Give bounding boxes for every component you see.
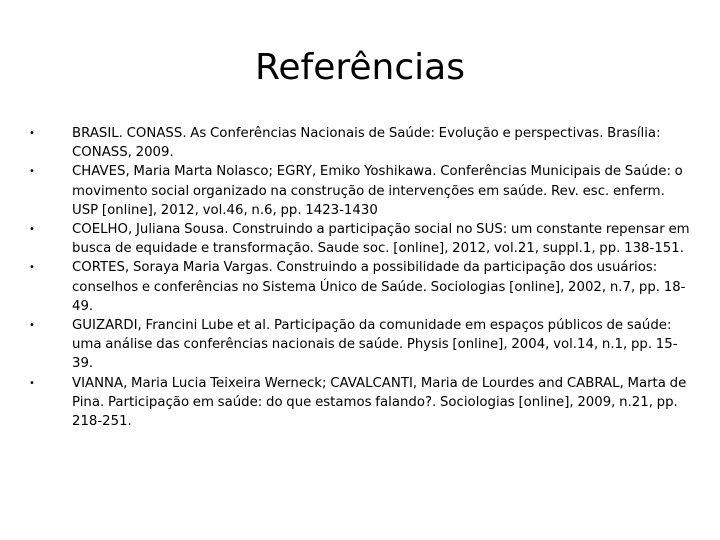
reference-list (0, 124, 720, 431)
reference-item (0, 220, 720, 258)
reference-text: GUIZARDI, Francini Lube et al. Participação da comunidade em espaços públicos de saúde: uma análise das conferências nacionais de saúde. Physis [online], 2004, vol.14, n.1, pp. 15-39. (72, 318, 678, 372)
reference-text: CORTES, Soraya Maria Vargas. Construindo a possibilidade da participação dos usuários: conselhos e conferências no Sistema Único de Saúde. Sociologias [online], 2002, n.7, pp. 18-49. (72, 260, 686, 314)
reference-text: COELHO, Juliana Sousa. Construindo a participação social no SUS: um constante repensar em busca de equidade e transformação. Saude soc. [online], 2012, vol.21, suppl.1, pp. 138-151. (72, 222, 690, 257)
reference-item (0, 374, 720, 432)
bullet-icon: • (29, 320, 35, 332)
reference-item (0, 316, 720, 374)
reference-item (0, 124, 720, 162)
reference-item (0, 258, 720, 316)
bullet-icon: • (29, 166, 35, 178)
bullet-icon: • (29, 262, 35, 274)
bullet-icon: • (29, 128, 35, 139)
bullet-icon: • (29, 377, 35, 389)
reference-item (0, 162, 720, 220)
reference-text: BRASIL. CONASS. As Conferências Nacionais de Saúde: Evolução e perspectivas. Brasília: CONASS, 2009. (72, 126, 661, 161)
slide-title: Referências (255, 47, 465, 88)
bullet-icon: • (29, 224, 35, 236)
reference-text: VIANNA, Maria Lucia Teixeira Werneck; CAVALCANTI, Maria de Lourdes and CABRAL, Marta de Pina. Participação em saúde: do que estamos falando?. Sociologias [online], 2009, n.21, pp. 218-251. (72, 375, 687, 430)
reference-text: CHAVES, Maria Marta Nolasco; EGRY, Emiko Yoshikawa. Conferências Municipais de Saúde: o movimento social organizado na construção de intervenções em saúde. Rev. esc. enferm. USP [online], 2012, vol.46, n.6, pp. 1423-1430 (72, 164, 683, 218)
